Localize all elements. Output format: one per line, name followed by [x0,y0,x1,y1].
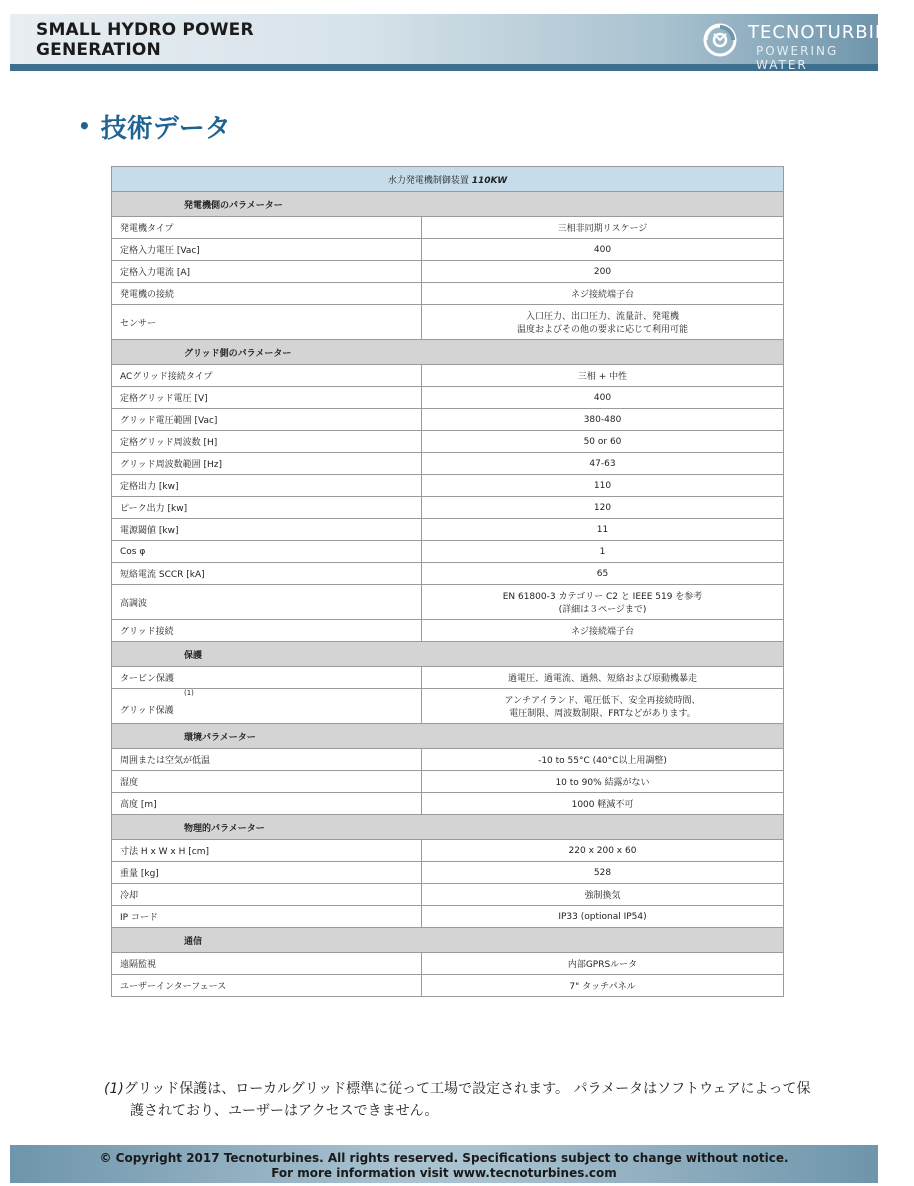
header-title [36,20,254,60]
table-row [112,431,784,453]
param-value-line1: アンチアイランド、電圧低下、安全再接続時間、 [504,696,701,706]
param-value [422,585,784,620]
table-row [112,387,784,409]
param-label: ユーザーインターフェース [112,975,422,997]
section-header-row [112,815,784,840]
param-label: 遠隔監視 [112,953,422,975]
table-row [112,497,784,519]
param-value: 220 x 200 x 60 [422,840,784,862]
param-value [422,689,784,724]
param-label: 発電機タイプ [112,217,422,239]
bullet-icon: • [78,114,91,138]
param-value: 過電圧、過電流、過熱、短絡および原動機暴走 [422,667,784,689]
section-heading: 環境パラメーター [112,724,784,749]
logo-tagline: POWERING WATER [756,44,839,72]
param-label: 冷却 [112,884,422,906]
param-label: IP コード [112,906,422,928]
header-title-line1: SMALL HYDRO POWER [36,20,254,40]
param-label: 短絡電流 SCCR [kA] [112,563,422,585]
param-value: 1000 軽減不可 [422,793,784,815]
footer-website: For more information visit www.tecnoturbines.com [271,1166,617,1180]
table-row [112,667,784,689]
table-row [112,519,784,541]
section-heading: 保護 [112,642,784,667]
param-value: 内部GPRSルータ [422,953,784,975]
table-row [112,239,784,261]
table-row [112,771,784,793]
param-label: 湿度 [112,771,422,793]
param-label: 定格入力電流 [A] [112,261,422,283]
param-value: 65 [422,563,784,585]
table-row [112,585,784,620]
section-heading: 通信 [112,928,784,953]
param-value: 三相 + 中性 [422,365,784,387]
table-row [112,906,784,928]
param-value: ネジ接続端子台 [422,620,784,642]
section-header-row [112,340,784,365]
param-value: -10 to 55°C (40°C以上用調整) [422,749,784,771]
section-header-row [112,642,784,667]
param-label: 高調波 [112,585,422,620]
param-value: 1 [422,541,784,563]
table-row [112,953,784,975]
param-value: 528 [422,862,784,884]
param-label: 電源閾値 [kw] [112,519,422,541]
param-value: ネジ接続端子台 [422,283,784,305]
table-row [112,261,784,283]
param-value: 強制換気 [422,884,784,906]
param-label [112,689,422,724]
param-value-line2: (詳細は３ページまで) [558,605,647,615]
param-value: 400 [422,387,784,409]
logo-turbine-icon [702,22,738,58]
table-row [112,217,784,239]
table-row [112,884,784,906]
footnote-line1: グリッド保護は、ローカルグリッド標準に従って工場で設定されます。 パラメータはソフトウェアによって保 [123,1081,811,1097]
param-label: 高度 [m] [112,793,422,815]
param-label: 寸法 H x W x H [cm] [112,840,422,862]
table-row [112,283,784,305]
param-value: 三相非同期リスケージ [422,217,784,239]
param-value: 200 [422,261,784,283]
table-title-model: 110KW [471,175,508,186]
table-row [112,409,784,431]
table-row [112,453,784,475]
table-row [112,793,784,815]
table-title [112,167,784,192]
param-value: 10 to 90% 結露がない [422,771,784,793]
param-value-line2: 温度およびその他の要求に応じて利用可能 [516,325,688,335]
table-row [112,475,784,497]
param-value: 120 [422,497,784,519]
param-label: グリッド電圧範囲 [Vac] [112,409,422,431]
footnote-line2: 護されており、ユーザーはアクセスできません。 [130,1103,439,1119]
footnote-mark: (1) [104,1081,124,1097]
section-heading: 発電機側のパラメーター [112,192,784,217]
param-label: 定格グリッド周波数 [H] [112,431,422,453]
param-value: 110 [422,475,784,497]
param-value: 50 or 60 [422,431,784,453]
param-label: 周囲または空気が低温 [112,749,422,771]
section-header-row [112,724,784,749]
table-row [112,689,784,724]
table-row [112,862,784,884]
param-value: IP33 (optional IP54) [422,906,784,928]
param-value-line1: 入口圧力、出口圧力、流量計、発電機 [525,312,679,322]
footer-copyright: © Copyright 2017 Tecnoturbines. All rights reserved. Specifications subject to change without notice. [99,1151,789,1165]
table-row [112,749,784,771]
spec-table [111,166,784,997]
table-row [112,563,784,585]
param-label-text: グリッド保護 [120,706,174,716]
logo-name: TECNOTURBINES [748,22,914,43]
footnote-ref: (1) [184,689,194,697]
param-label: グリッド周波数範囲 [Hz] [112,453,422,475]
param-label: Cos φ [112,541,422,563]
section-heading: 物理的パラメーター [112,815,784,840]
table-row [112,305,784,340]
table-row [112,975,784,997]
header-accent-bar [10,64,878,71]
section-title-text: 技術データ [100,114,231,144]
param-label: 定格出力 [kw] [112,475,422,497]
param-label: センサー [112,305,422,340]
table-row [112,840,784,862]
footnote [104,1078,856,1122]
param-label: 重量 [kg] [112,862,422,884]
param-label: ピーク出力 [kw] [112,497,422,519]
param-label: ACグリッド接続タイプ [112,365,422,387]
param-label: 定格グリッド電圧 [V] [112,387,422,409]
table-row [112,541,784,563]
param-value: 380-480 [422,409,784,431]
param-value [422,305,784,340]
param-value: 7" タッチパネル [422,975,784,997]
param-value: 11 [422,519,784,541]
param-label: 定格入力電圧 [Vac] [112,239,422,261]
param-label: 発電機の接続 [112,283,422,305]
param-label: グリッド接続 [112,620,422,642]
table-title-row [112,167,784,192]
header-title-line2: GENERATION [36,40,161,60]
section-title [78,108,231,145]
table-row [112,620,784,642]
param-value: 400 [422,239,784,261]
param-value-line1: EN 61800-3 カテゴリー C2 と IEEE 519 を参考 [502,592,703,602]
param-value-line2: 電圧制限、周波数制限、FRTなどがあります。 [509,709,696,719]
section-header-row [112,192,784,217]
section-heading: グリッド側のパラメーター [112,340,784,365]
table-title-text: 水力発電機制御装置 [387,175,469,186]
table-row [112,365,784,387]
param-value: 47-63 [422,453,784,475]
param-label: タービン保護 [112,667,422,689]
section-header-row [112,928,784,953]
